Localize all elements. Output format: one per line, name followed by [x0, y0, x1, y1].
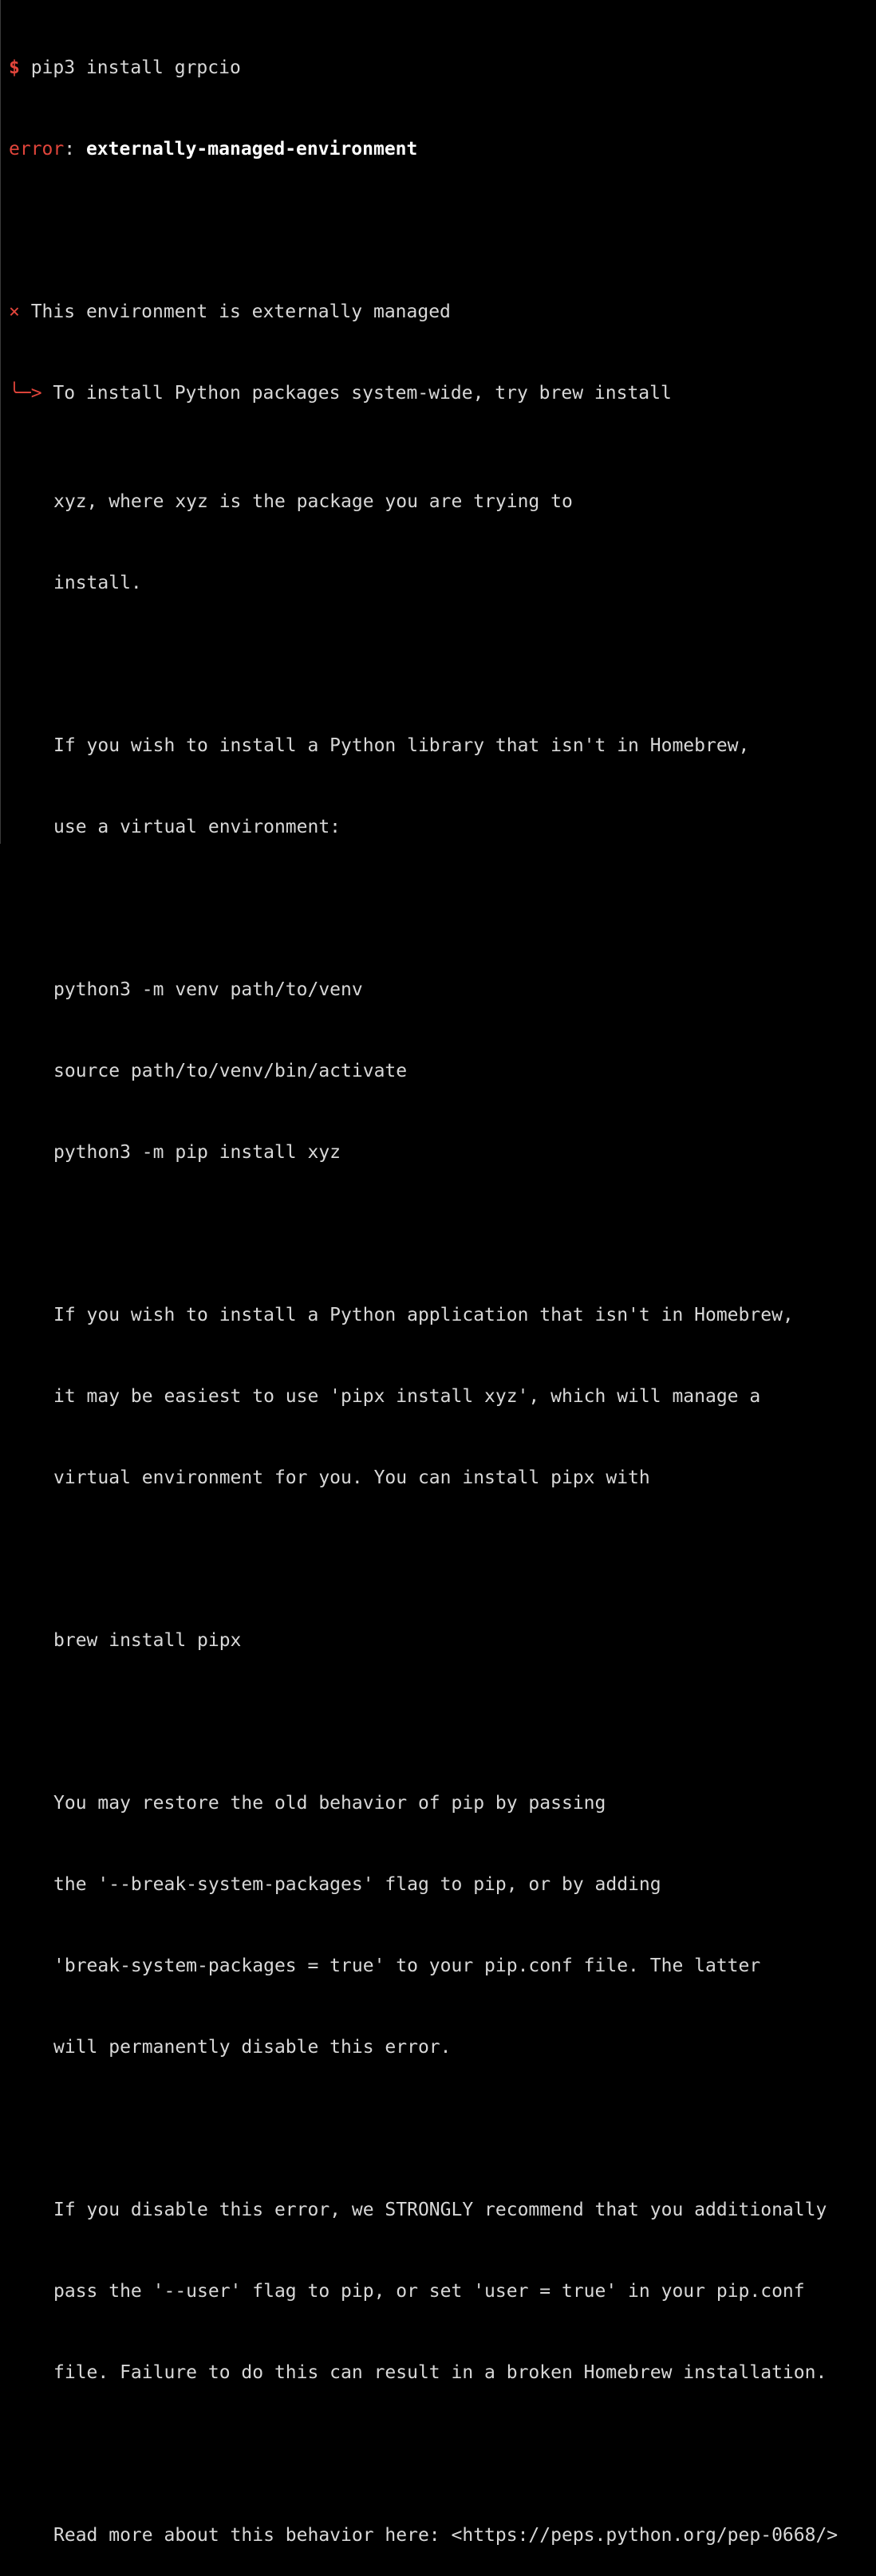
prompt-symbol: $ [9, 57, 20, 78]
output-line: If you disable this error, we STRONGLY recommend that you additionally [53, 2200, 827, 2220]
output-line [9, 651, 876, 678]
url-line: Read more about this behavior here: <https://peps.python.org/pep-0668/> [53, 2525, 839, 2546]
cross-line [9, 298, 876, 325]
cross-icon: × [9, 301, 20, 322]
error-header [9, 136, 876, 163]
output-line: xyz, where xyz is the package you are trying to [53, 491, 573, 512]
output-line: python3 -m pip install xyz [53, 1142, 341, 1163]
output-line: it may be easiest to use 'pipx install xyz', which will manage a [53, 1386, 761, 1407]
output-line: If you wish to install a Python application that isn't in Homebrew, [53, 1305, 794, 1325]
command-line [9, 54, 876, 81]
error-code: externally-managed-environment [85, 139, 418, 160]
output-line [9, 1220, 876, 1247]
output-line [9, 2115, 876, 2142]
blank-line [9, 217, 876, 244]
output-line [9, 1708, 876, 1735]
error-separator: : [64, 139, 86, 160]
output-line [9, 2440, 876, 2468]
output-line: 'break-system-packages = true' to your pip.conf file. The latter [53, 1956, 761, 1976]
arrow-line [9, 380, 876, 407]
output-line: python3 -m venv path/to/venv [53, 979, 363, 1000]
command-text: pip3 install grpcio [19, 57, 241, 78]
output-line: If you wish to install a Python library that isn't in Homebrew, [53, 735, 750, 756]
output-line: the '--break-system-packages' flag to pip, or by adding [53, 1874, 661, 1895]
arrow-text: To install Python packages system-wide, try brew install [41, 383, 672, 404]
output-line: virtual environment for you. You can install pipx with [53, 1467, 650, 1488]
output-line: source path/to/venv/bin/activate [53, 1061, 408, 1081]
output-line [9, 1546, 876, 1573]
output-line: use a virtual environment: [53, 817, 341, 837]
output-line: install. [53, 573, 142, 593]
cross-text: This environment is externally managed [19, 301, 451, 322]
output-line [9, 895, 876, 922]
output-line: will permanently disable this error. [53, 2037, 452, 2058]
arrow-icon: ╰─> [9, 383, 42, 404]
output-line: brew install pipx [53, 1630, 242, 1651]
output-line: You may restore the old behavior of pip by passing [53, 1793, 606, 1814]
output-line: file. Failure to do this can result in a broken Homebrew installation. [53, 2362, 827, 2383]
output-line: pass the '--user' flag to pip, or set 'user = true' in your pip.conf [53, 2281, 805, 2302]
error-label: error [9, 139, 65, 160]
